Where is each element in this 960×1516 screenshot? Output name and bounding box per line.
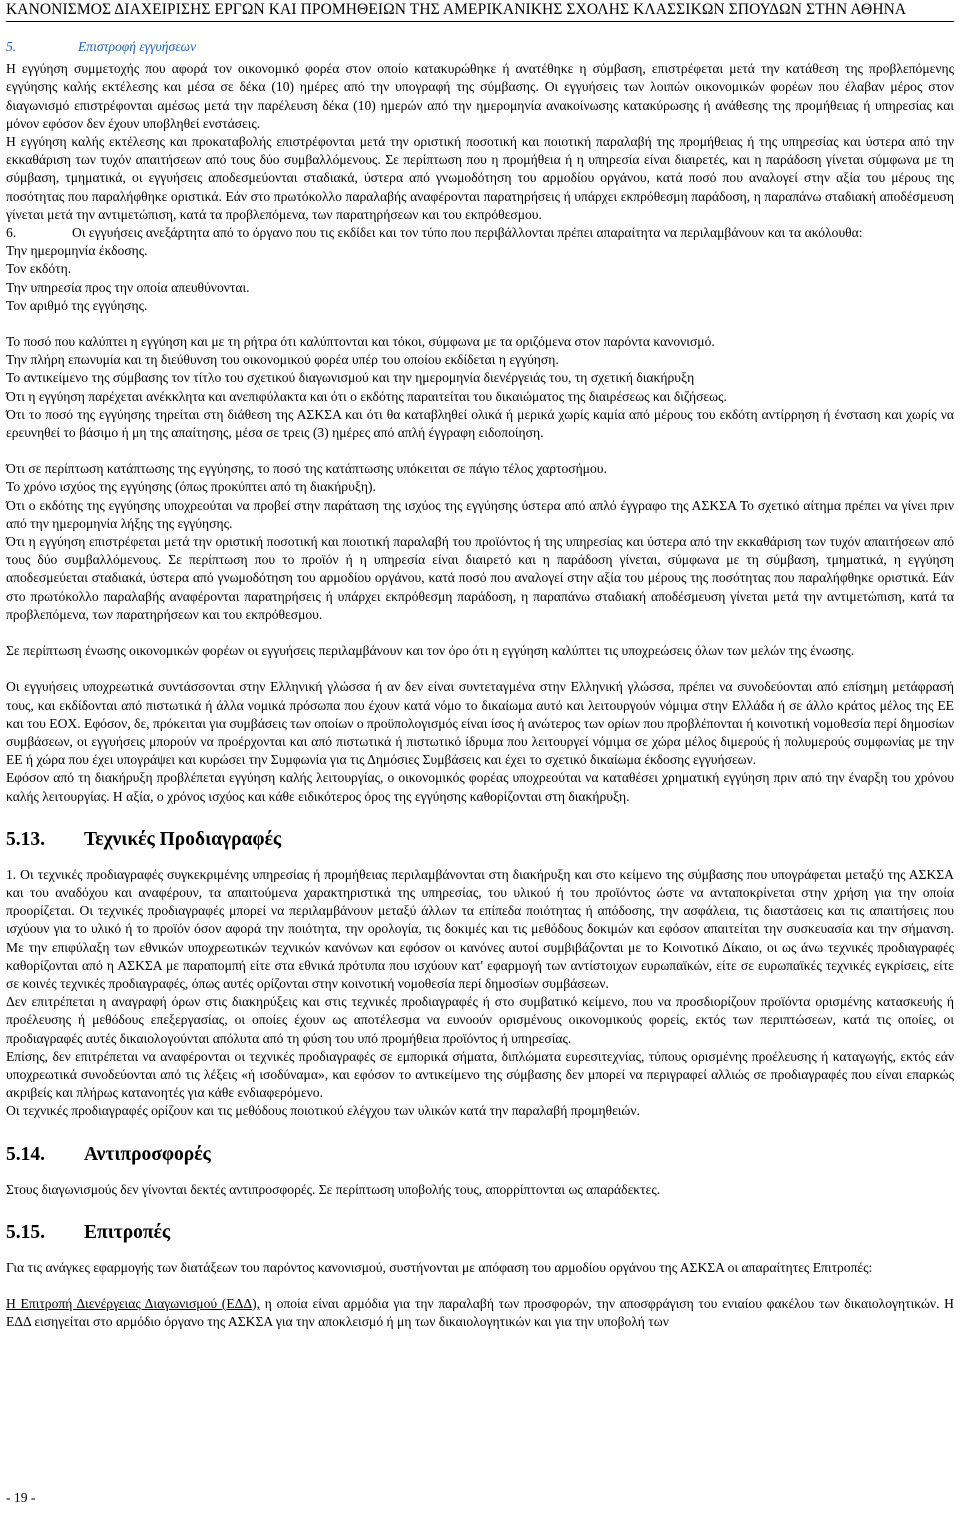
list-item: Τον εκδότη. — [6, 261, 72, 277]
section-title: Τεχνικές Προδιαγραφές — [84, 828, 282, 850]
list-item: Το χρόνο ισχύος της εγγύησης (όπως προκύπτει από τη διακήρυξη). — [6, 479, 376, 495]
running-header: ΚΑΝΟΝΙΣΜΟΣ ΔΙΑΧΕΙΡΙΣΗΣ ΕΡΓΩΝ ΚΑΙ ΠΡΟΜΗΘΕΙΩΝ ΤΗΣ ΑΜΕΡΙΚΑΝΙΚΗΣ ΣΧΟΛΗΣ ΚΛΑΣΣΙΚΩΝ ΣΠΟΥΔΩΝ ΣΤΗΝ ΑΘΗΝΑ — [6, 0, 954, 22]
item-number: 6. — [6, 225, 17, 241]
section-heading-5-13 — [6, 828, 954, 852]
list-item: Ότι η εγγύηση παρέχεται ανέκκλητα και ανεπιφύλακτα και ότι ο εκδότης παραιτείται του δικαιώματος της διαιρέσεως και διζήσεως. — [6, 388, 727, 404]
paragraph: Η εγγύηση συμμετοχής που αφορά τον οικονομικό φορέα στον οποίο κατακυρώθηκε ή ανατέθηκε η σύμβαση, επιστρέφεται μετά την κατάθεση της προβλεπόμενης εγγύησης καλής εκτέλεσης και μέσα σε δέκα (10) ημέρες από την υπογραφή της σύμβασης. Οι εγγυήσεις των λοιπών οικονομικών φορέων που έλαβαν μέρος στον διαγωνισμό επιστρέφονται αμέσως μετά την παρέλευση δέκα (10) ημερών από την ημερομηνία ανακοίνωσης κατακύρωσης ή ανάθεσης της προμήθειας ή υπηρεσίας και μόνον εφόσον δεν έχουν υποβληθεί ενστάσεις. — [6, 61, 954, 131]
list-item: Ότι σε περίπτωση κατάπτωσης της εγγύησης, το ποσό της κατάπτωσης υπόκειται σε πάγιο τέλος χαρτοσήμου. — [6, 461, 607, 477]
section-number: 5.14. — [6, 1143, 45, 1165]
list-item: Τον αριθμό της εγγύησης. — [6, 297, 148, 313]
paragraph — [6, 1295, 954, 1331]
list-item: Ότι ο εκδότης της εγγύησης υποχρεούται να προβεί στην παράταση της ισχύος της εγγύησης ύστερα από απλό έγγραφο της ΑΣΚΣΑ Το σχετικό αίτημα πρέπει να γίνει πριν από την ημερομηνία λήξης της εγγύησης. — [6, 497, 954, 531]
list-item: Το ποσό που καλύπτει η εγγύηση και με τη ρήτρα ότι καλύπτονται και τόκοι, σύμφωνα με τα οριζόμενα στον παρόντα κανονισμό. — [6, 334, 715, 350]
section-title: Επιστροφή εγγυήσεων — [78, 39, 197, 54]
page-content — [6, 38, 954, 1331]
list-item: Το αντικείμενο της σύμβασης τον τίτλο του σχετικού διαγωνισμού και την ημερομηνία διενέργειάς του, τη σχετική διακήρυξη — [6, 370, 695, 386]
list-item: Την πλήρη επωνυμία και τη διεύθυνση του οικονομικού φορέα υπέρ του οποίου εκδίδεται η εγγύηση. — [6, 352, 559, 368]
section-number: 5.13. — [6, 828, 45, 850]
list-item: Ότι το ποσό της εγγύησης τηρείται στη διάθεση της ΑΣΚΣΑ και ότι θα καταβληθεί ολικά ή μερικά χωρίς καμία από μέρους του εκδότη αντίρρηση ή ένσταση και χωρίς να ερευνηθεί το βάσιμο ή μη της απαίτησης, μέσα σε τρεις (3) ημέρες από απλή έγγραφη ειδοποίηση. — [6, 406, 954, 441]
paragraph: Δεν επιτρέπεται η αναγραφή όρων στις διακηρύξεις και στις τεχνικές προδιαγραφές ή στο συμβατικό κείμενο, που να προσδιορίζουν προϊόντα ορισμένης κατασκευής ή προέλευσης ή μεθόδους επεξεργασίας, οι οποίες έχουν ως αποτέλεσμα να ευνοούν ορισμένους οικονομικούς φορείς, εκτός των περιπτώσεων, κατά τις οποίες, οι προδιαγραφές αυτές δικαιολογούνται απόλυτα από τη φύση του υπό προμήθεια προϊόντος ή υπηρεσίας. — [6, 994, 954, 1046]
numbered-item-6 — [6, 224, 954, 242]
paragraph: Σε περίπτωση ένωσης οικονομικών φορέων οι εγγυήσεις περιλαμβάνουν και τον όρο ότι η εγγύηση καλύπτει τις υποχρεώσεις όλων των μελών της ένωσης. — [6, 643, 855, 659]
paragraph: Οι τεχνικές προδιαγραφές ορίζουν και τις μεθόδους ποιοτικού ελέγχου των υλικών κατά την παραλαβή προμηθειών. — [6, 1103, 640, 1119]
item-text: Οι εγγυήσεις ανεξάρτητα από το όργανο που τις εκδίδει και τον τύπο που περιβάλλονται πρέπει απαραίτητα να περιλαμβάνουν και τα ακόλουθα: — [72, 225, 863, 241]
section-number: 5. — [6, 39, 17, 54]
section-heading-5 — [6, 38, 954, 56]
section-title: Αντιπροσφορές — [84, 1143, 211, 1165]
paragraph: Οι εγγυήσεις υποχρεωτικά συντάσσονται στην Ελληνική γλώσσα ή αν δεν είναι συντεταγμένα στην Ελληνική γλώσσα, πρέπει να συνοδεύονται από επίσημη μετάφρασή τους, και εκδίδονται από πιστωτικά ή άλλα νομικά πρόσωπα που έχουν κατά νόμο το δικαίωμα αυτό και λειτουργούν νόμιμα στην Ελλάδα ή σε άλλο κράτος μέλος της ΕΕ και του ΕΟΧ. Εφόσον, δε, πρόκειται για συμβάσεις των οποίων ο προϋπολογισμός είναι ίσος ή ανώτερος των ορίων που προβλέπονται ή κοινοτική νομοθεσία περί δημοσίων συμβάσεων, οι εγγυήσεις μπορούν να προέρχονται και από πιστωτικά ή πιστωτικό ίδρυμα που λειτουργεί νόμιμα σε χώρα μέλος διμερούς ή πολυμερούς συμφωνίας με την ΕΕ ή χώρα που έχει υπογράψει και κυρώσει την Συμφωνία για τις Δημόσιες Συμβάσεις και έχει το σχετικό δικαίωμα έκδοσης εγγυήσεων. — [6, 679, 955, 768]
list-item: Ότι η εγγύηση επιστρέφεται μετά την οριστική ποσοτική και ποιοτική παραλαβή του προϊόντος ή της υπηρεσίας και ύστερα από την εκκαθάριση των τυχόν απαιτήσεων από τους δύο συμβαλλόμενους. Σε περίπτωση που το προϊόν ή η υπηρεσία είναι διαιρετό και η παράδοση γίνεται, σύμφωνα με τη σύμβαση, τμηματικά, η εγγύηση αποδεσμεύεται σταδιακά, ύστερα από γνωμοδότηση του αρμοδίου οργάνου, κατά ποσό που αναλογεί στην αξία του μέρους της ποσότητας που παραλήφθηκε οριστικά. Εάν στο πρωτόκολλο παραλαβής αναφέρονται παρατηρήσεις ή υπάρχει εκπρόθεσμη παράδοση, η παραπάνω σταδιακή αποδέσμευση γίνεται μετά την αντιμετώπιση, κατά τα προβλεπόμενα, των παρατηρήσεων και του εκπρόθεσμου. — [6, 534, 954, 622]
section-title: Επιτροπές — [84, 1221, 171, 1243]
paragraph: Επίσης, δεν επιτρέπεται να αναφέρονται οι τεχνικές προδιαγραφές σε εμπορικά σήματα, διπλώματα ευρεσιτεχνίας, τύπους ορισμένης προέλευσης ή καταγωγής, εκτός εάν υποχρεωτικά συνοδεύονται από τις λέξεις «ή ισοδύναμα», και εφόσον το αντικείμενο της σύμβασης δεν μπορεί να περιγραφεί αλλιώς σε προδιαγραφές που είναι επαρκώς ακριβείς και πλήρως κατανοητές για κάθε ενδιαφερόμενο. — [6, 1048, 954, 1101]
section-number: 5.15. — [6, 1221, 45, 1243]
paragraph: Στους διαγωνισμούς δεν γίνονται δεκτές αντιπροσφορές. Σε περίπτωση υποβολής τους, απορρίπτονται ως απαράδεκτες. — [6, 1181, 661, 1197]
paragraph: 1. Οι τεχνικές προδιαγραφές συγκεκριμένης υπηρεσίας ή προμήθειας περιλαμβάνονται στη διακήρυξη και στο κείμενο της σύμβασης που υπογράφεται μεταξύ της ΑΣΚΣΑ και του αναδόχου και αναφέρουν, τα απαιτούμενα χαρακτηριστικά της υπηρεσίας, του υλικού ή του προϊόντος ώστε να ανταποκρίνεται στην χρήση για την οποία προορίζεται. Οι τεχνικές προδιαγραφές μπορεί να περιλαμβάνουν μεταξύ άλλων τα επίπεδα ποιότητας ή απόδοσης, την ασφάλεια, τις διαστάσεις και τις απαιτήσεις που ισχύουν για το υλικό ή το προϊόν όσον αφορά την ποιότητα, την ορολογία, τις δοκιμές και τις μεθόδους δοκιμών και εφόσον απαιτείται την συσκευασία και την σήμανση. Με την επιφύλαξη των εθνικών υποχρεωτικών τεχνικών κανόνων και εφόσον οι κανόνες αυτοί συμβιβάζονται με το Κοινοτικό Δίκαιο, οι ως άνω τεχνικές προδιαγραφές καθορίζονται από η ΑΣΚΣΑ με παραπομπή είτε στα εθνικά πρότυπα που ισχύουν κατ' εφαρμογή των αντίστοιχων ευρωπαϊκών, είτε σε ευρωπαϊκές τεχνικές εγκρίσεις, είτε σε κοινές τεχνικές προδιαγραφές, όπως αυτές ορίζονται στην κοινοτική νομοθεσία περί δημοσίων συμβάσεων. — [6, 866, 954, 991]
list-item: Την ημερομηνία έκδοσης. — [6, 243, 148, 259]
section-heading-5-14 — [6, 1143, 954, 1167]
list-item: Την υπηρεσία προς την οποία απευθύνονται. — [6, 279, 250, 295]
paragraph: Για τις ανάγκες εφαρμογής των διατάξεων του παρόντος κανονισμού, συστήνονται με απόφαση του αρμοδίου οργάνου της ΑΣΚΣΑ οι απαραίτητες Επιτροπές: — [6, 1259, 873, 1275]
committee-name: Η Επιτροπή Διενέργειας Διαγωνισμού (ΕΔΔ), — [6, 1295, 261, 1311]
paragraph: Εφόσον από τη διακήρυξη προβλέπεται εγγύηση καλής λειτουργίας, ο οικονομικός φορέας υποχρεούται να καταθέσει χρηματική εγγύηση πριν από την έναρξη του χρόνου καλής λειτουργίας. Η αξία, ο χρόνος ισχύος και κάθε ειδικότερος όρος της εγγύησης καθορίζονται στη διακήρυξη. — [6, 770, 954, 804]
committee-description: η οποία είναι αρμόδια για την παραλαβή των προσφορών, την αποσφράγιση του ενιαίου φακέλου των δικαιολογητικών. Η ΕΔΔ εισηγείται στο αρμόδιο όργανο της ΑΣΚΣΑ για την αποκλεισμό ή μη των δικαιολογητικών και για την υποβολή των — [6, 1295, 954, 1330]
page-number: - 19 - — [6, 1490, 36, 1505]
section-heading-5-15 — [6, 1221, 954, 1245]
paragraph: Η εγγύηση καλής εκτέλεσης και προκαταβολής επιστρέφονται μετά την οριστική ποσοτική και ποιοτική παραλαβή της προμήθειας ή της υπηρεσίας και ύστερα από την εκκαθάριση των τυχόν απαιτήσεων από τους δύο συμβαλλόμενους. Σε περίπτωση που η προμήθεια ή η υπηρεσία είναι διαιρετές, και η παράδοση γίνεται σύμφωνα με τη σύμβαση, τμηματικά, οι εγγυήσεις αποδεσμεύονται σταδιακά, ύστερα από γνωμοδότηση του αρμοδίου οργάνου, κατά ποσό που αναλογεί στην αξία του μέρους της ποσότητας που παραλήφθηκε οριστικά. Εάν στο πρωτόκολλο παραλαβής αναφέρονται παρατηρήσεις ή υπάρχει εκπρόθεσμη παράδοση, η παραπάνω σταδιακή αποδέσμευση γίνεται μετά την αντιμετώπιση, κατά τα προβλεπόμενα, των παρατηρήσεων και του εκπρόθεσμου. — [6, 134, 954, 222]
